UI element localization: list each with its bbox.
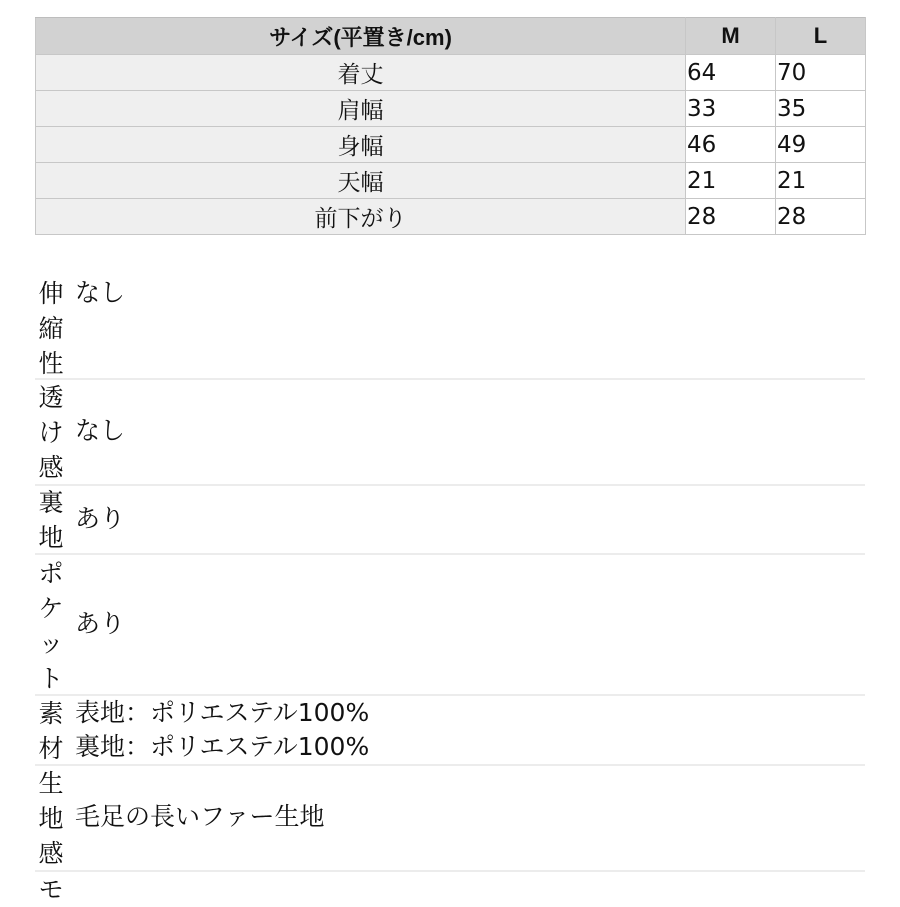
spec-value: 毛足の長いファー生地 bbox=[75, 802, 325, 831]
spec-value: なし bbox=[75, 416, 126, 445]
size-m-value: 21 bbox=[686, 163, 776, 199]
size-l-value: 28 bbox=[776, 199, 866, 235]
size-m-value: 28 bbox=[686, 199, 776, 235]
spec-row-sheerness bbox=[35, 380, 865, 486]
spec-value bbox=[75, 696, 369, 764]
spec-label: 生地感 bbox=[38, 769, 64, 868]
spec-value-line: 裏地：ポリエステル100% bbox=[75, 732, 370, 761]
spec-label: 裏地 bbox=[38, 488, 64, 552]
size-m-value: 33 bbox=[686, 91, 776, 127]
spec-label: モ bbox=[38, 875, 64, 904]
size-m-value: 64 bbox=[686, 55, 776, 91]
spec-row-lining bbox=[35, 485, 865, 555]
spec-row-fabric bbox=[35, 766, 865, 872]
spec-row-partial bbox=[35, 872, 865, 904]
size-m-value: 46 bbox=[686, 127, 776, 163]
spec-label: 透け感 bbox=[38, 383, 64, 482]
spec-label: ポケット bbox=[38, 559, 64, 693]
row-label: 前下がり bbox=[36, 199, 686, 235]
row-label: 着丈 bbox=[36, 55, 686, 91]
size-l-value: 35 bbox=[776, 91, 866, 127]
spec-value: なし bbox=[75, 278, 126, 307]
size-table-header-name: サイズ(平置き/cm) bbox=[36, 18, 686, 55]
size-table-header-m: M bbox=[686, 18, 776, 55]
spec-row-stretch bbox=[35, 276, 865, 380]
size-l-value: 21 bbox=[776, 163, 866, 199]
spec-value-line: 表地：ポリエステル100% bbox=[75, 698, 370, 727]
spec-label: 伸縮性 bbox=[38, 279, 64, 378]
size-l-value: 70 bbox=[776, 55, 866, 91]
size-l-value: 49 bbox=[776, 127, 866, 163]
size-table-header-l: L bbox=[776, 18, 866, 55]
spec-value: あり bbox=[75, 609, 126, 638]
row-label: 肩幅 bbox=[36, 91, 686, 127]
spec-value: あり bbox=[75, 504, 126, 533]
row-label: 身幅 bbox=[36, 127, 686, 163]
spec-row-pocket bbox=[35, 556, 865, 696]
spec-label: 素材 bbox=[38, 699, 64, 763]
row-label: 天幅 bbox=[36, 163, 686, 199]
spec-row-material bbox=[35, 696, 865, 766]
